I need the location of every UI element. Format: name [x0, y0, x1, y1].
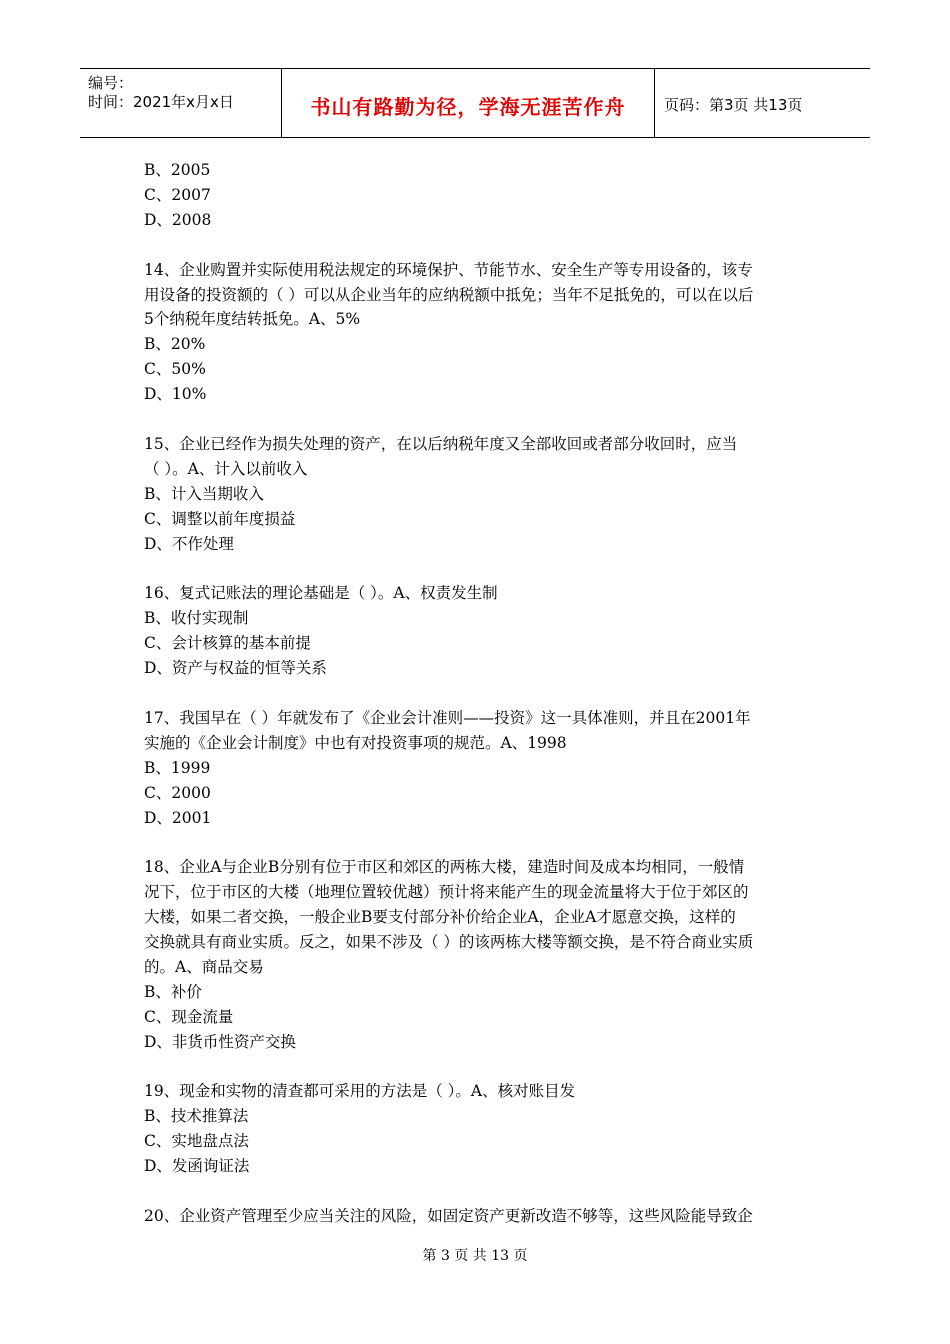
option-line: B、2005 — [144, 161, 211, 179]
question-18-line: 大楼，如果二者交换，一般企业B要支付部分补价给企业A，企业A才愿意交换，这样的 — [144, 908, 736, 927]
question-17-line: 实施的《企业会计制度》中也有对投资事项的规范。A、1998 — [144, 733, 567, 752]
option-line: C、会计核算的基本前提 — [144, 634, 311, 653]
motto-text: 书山有路勤为径，学海无涯苦作舟 — [310, 95, 626, 119]
option-line: C、调整以前年度损益 — [144, 509, 296, 528]
option-line: D、不作处理 — [144, 534, 234, 553]
option-line: C、实地盘点法 — [144, 1132, 249, 1151]
header-motto-cell — [281, 69, 655, 137]
option-line: D、发函询证法 — [144, 1157, 250, 1176]
option-line: B、计入当期收入 — [144, 484, 264, 503]
option-line: D、2008 — [144, 210, 212, 229]
header-page-cell — [654, 69, 870, 137]
header-page-label: 页码：第3页 共13页 — [664, 96, 803, 114]
option-line: B、1999 — [144, 758, 211, 777]
option-line: C、现金流量 — [144, 1007, 234, 1026]
question-17-line: 17、我国早在（ ）年就发布了《企业会计准则——投资》这一具体准则，并且在2001年 — [144, 708, 751, 727]
option-line: D、非货币性资产交换 — [144, 1032, 296, 1051]
question-18-line: 18、企业A与企业B分别有位于市区和郊区的两栋大楼，建造时间及成本均相同，一般情 — [144, 858, 745, 877]
question-18-line: 况下，位于市区的大楼（地理位置较优越）预计将来能产生的现金流量将大于位于郊区的 — [144, 883, 749, 902]
header-info-cell — [80, 69, 280, 137]
option-line: B、补价 — [144, 982, 202, 1001]
question-15-line: （ ）。A、计入以前收入 — [144, 459, 308, 478]
option-line: C、2000 — [144, 783, 211, 802]
question-19-line: 19、现金和实物的清查都可采用的方法是（ ）。A、核对账目发 — [144, 1082, 576, 1101]
question-15-line: 15、企业已经作为损失处理的资产，在以后纳税年度又全部收回或者部分收回时，应当 — [144, 434, 738, 453]
question-14-line: 5个纳税年度结转抵免。A、5% — [144, 310, 361, 329]
page-header — [80, 68, 870, 138]
option-line: B、技术推算法 — [144, 1107, 249, 1126]
option-line: D、10% — [144, 385, 207, 404]
option-line: B、收付实现制 — [144, 609, 249, 628]
option-line: D、资产与权益的恒等关系 — [144, 659, 327, 678]
option-line: B、20% — [144, 335, 206, 354]
number-label: 编号： — [88, 74, 134, 92]
question-14-line: 用设备的投资额的（ ）可以从企业当年的应纳税额中抵免；当年不足抵免的，可以在以后 — [144, 285, 754, 304]
option-line: C、2007 — [144, 185, 211, 204]
option-line: D、2001 — [144, 808, 212, 827]
question-14-line: 14、企业购置并实际使用税法规定的环境保护、节能节水、安全生产等专用设备的，该专 — [144, 260, 753, 279]
date-label: 时间：2021年x月x日 — [88, 93, 234, 111]
question-18-line: 的。A、商品交易 — [144, 957, 264, 976]
question-20-line: 20、企业资产管理至少应当关注的风险，如固定资产更新改造不够等，这些风险能导致企 — [144, 1206, 753, 1225]
question-18-line: 交换就具有商业实质。反之，如果不涉及（ ）的该两栋大楼等额交换，是不符合商业实质 — [144, 933, 754, 952]
page-footer: 第 3 页 共 13 页 — [422, 1248, 528, 1264]
document-body — [144, 158, 808, 1229]
option-line: C、50% — [144, 360, 206, 379]
question-16-line: 16、复式记账法的理论基础是（ ）。A、权责发生制 — [144, 584, 498, 603]
